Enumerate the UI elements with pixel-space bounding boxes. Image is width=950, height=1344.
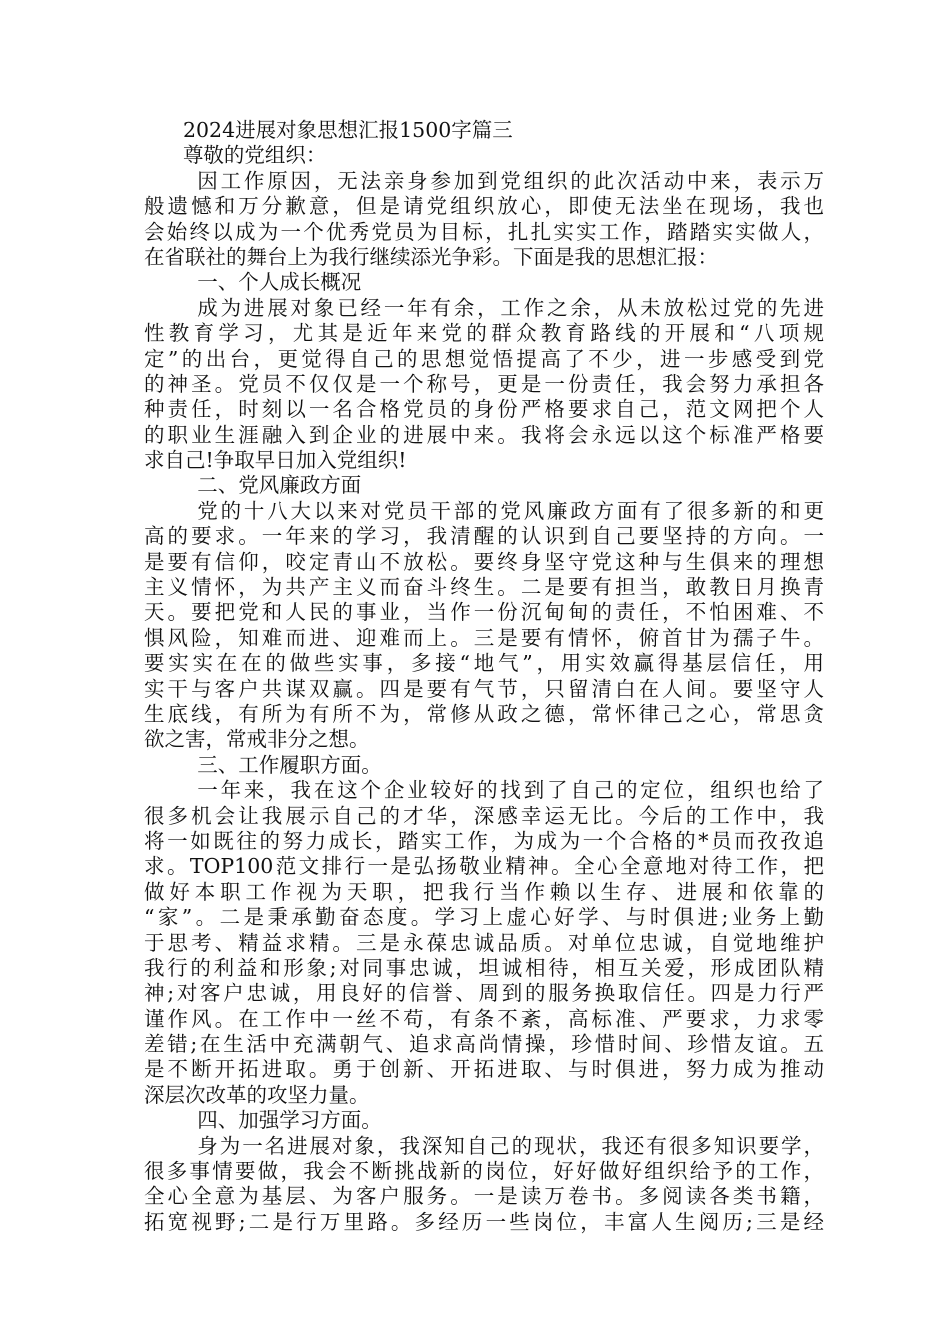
paragraph-line: 高的要求。一年来的学习，我清醒的认识到自己要坚持的方向。一 bbox=[144, 524, 824, 549]
document-page bbox=[144, 118, 824, 1235]
paragraph-line: 欲之害，常戒非分之想。 bbox=[144, 727, 370, 752]
paragraph-line: 的职业生涯融入到企业的进展中来。我将会永远以这个标准严格要 bbox=[144, 422, 824, 447]
paragraph-line: 谨作风。在工作中一丝不苟，有条不紊，高标准、严要求，力求零 bbox=[144, 1006, 824, 1031]
paragraph-line: 要实实在在的做些实事，多接“地气”，用实效赢得基层信任，用 bbox=[144, 651, 824, 676]
paragraph-line: 全心全意为基层、为客户服务。一是读万卷书。多阅读各类书籍， bbox=[144, 1184, 824, 1209]
paragraph-line: 会始终以成为一个优秀党员为目标，扎扎实实工作，踏踏实实做人， bbox=[144, 219, 824, 244]
paragraph-line: 是要有信仰，咬定青山不放松。要终身坚守党这种与生俱来的理想 bbox=[144, 549, 824, 574]
paragraph-line: 身为一名进展对象，我深知自己的现状，我还有很多知识要学， bbox=[197, 1133, 824, 1158]
paragraph-line: 般遗憾和万分歉意，但是请党组织放心，即使无法坐在现场，我也 bbox=[144, 194, 824, 219]
paragraph-line: “家”。二是秉承勤奋态度。学习上虚心好学、与时俱进;业务上勤 bbox=[144, 905, 824, 930]
paragraph-line: 拓宽视野;二是行万里路。多经历一些岗位，丰富人生阅历;三是经 bbox=[144, 1209, 824, 1234]
paragraph-line: 党的十八大以来对党员干部的党风廉政方面有了很多新的和更 bbox=[197, 498, 824, 523]
section-heading: 二、党风廉政方面 bbox=[197, 473, 362, 498]
paragraph-line: 差错;在生活中充满朝气、追求高尚情操，珍惜时间、珍惜友谊。五 bbox=[144, 1032, 824, 1057]
paragraph-line: 定”的出台，更觉得自己的思想觉悟提高了不少，进一步感受到党 bbox=[144, 346, 824, 371]
paragraph-line: 成为进展对象已经一年有余，工作之余，从未放松过党的先进 bbox=[197, 295, 824, 320]
paragraph-line: 求。TOP100范文排行一是弘扬敬业精神。全心全意地对待工作，把 bbox=[144, 854, 824, 879]
paragraph-line: 很多事情要做，我会不断挑战新的岗位，好好做好组织给予的工作， bbox=[144, 1159, 824, 1184]
paragraph-line: 天。要把党和人民的事业，当作一份沉甸甸的责任，不怕困难、不 bbox=[144, 600, 824, 625]
paragraph-line: 我行的利益和形象;对同事忠诚，坦诚相待，相互关爱，形成团队精 bbox=[144, 955, 824, 980]
paragraph-line: 是不断开拓进取。勇于创新、开拓进取、与时俱进，努力成为推动 bbox=[144, 1057, 824, 1082]
paragraph-line: 种责任，时刻以一名合格党员的身份严格要求自己，范文网把个人 bbox=[144, 397, 824, 422]
paragraph-line: 神;对客户忠诚，用良好的信誉、周到的服务换取信任。四是力行严 bbox=[144, 981, 824, 1006]
section-heading: 一、个人成长概况 bbox=[197, 270, 362, 295]
document-title: 2024进展对象思想汇报1500字篇三 bbox=[182, 118, 513, 142]
paragraph-line: 惧风险，知难而进、迎难而上。三是要有情怀，俯首甘为孺子牛。 bbox=[144, 625, 824, 650]
paragraph-line: 的神圣。党员不仅仅是一个称号，更是一份责任，我会努力承担各 bbox=[144, 371, 824, 396]
paragraph-line: 深层次改革的攻坚力量。 bbox=[144, 1082, 370, 1107]
paragraph-line: 性教育学习，尤其是近年来党的群众教育路线的开展和“八项规 bbox=[144, 321, 824, 346]
paragraph-line: 主义情怀，为共产主义而奋斗终生。二是要有担当，敢教日月换青 bbox=[144, 575, 824, 600]
paragraph-line: 将一如既往的努力成长，踏实工作，为成为一个合格的*员而孜孜追 bbox=[144, 828, 824, 853]
section-heading: 四、加强学习方面。 bbox=[197, 1108, 382, 1133]
paragraph-line: 在省联社的舞台上为我行继续添光争彩。下面是我的思想汇报： bbox=[144, 244, 718, 269]
paragraph-line: 生底线，有所为有所不为，常修从政之德，常怀律己之心，常思贪 bbox=[144, 701, 824, 726]
paragraph-line: 求自己!争取早日加入党组织! bbox=[144, 448, 407, 473]
paragraph-line: 实干与客户共谋双赢。四是要有气节，只留清白在人间。要坚守人 bbox=[144, 676, 824, 701]
paragraph-line: 因工作原因，无法亲身参加到党组织的此次活动中来，表示万 bbox=[197, 168, 824, 193]
paragraph-line: 于思考、精益求精。三是永葆忠诚品质。对单位忠诚，自觉地维护 bbox=[144, 930, 824, 955]
paragraph-line: 很多机会让我展示自己的才华，深感幸运无比。今后的工作中，我 bbox=[144, 803, 824, 828]
section-heading: 三、工作履职方面。 bbox=[197, 752, 382, 777]
salutation: 尊敬的党组织： bbox=[182, 143, 327, 168]
paragraph-line: 做好本职工作视为天职，把我行当作赖以生存、进展和依靠的 bbox=[144, 879, 824, 904]
paragraph-line: 一年来，我在这个企业较好的找到了自己的定位，组织也给了 bbox=[197, 778, 824, 803]
